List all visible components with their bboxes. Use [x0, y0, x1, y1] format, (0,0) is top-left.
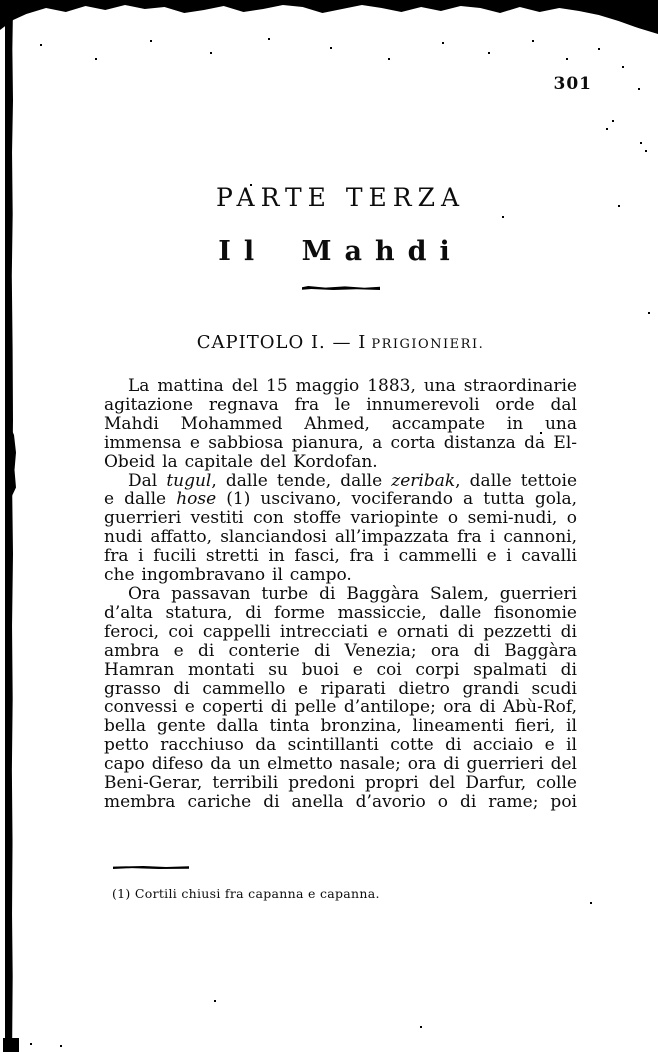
- scan-artifact-top-edge: [0, 0, 658, 36]
- text-run: Dal: [128, 470, 167, 491]
- chapter-subject: PRIGIONIERI.: [371, 337, 485, 352]
- italic-term: zeribak: [391, 470, 456, 491]
- footnote-divider-rule: [113, 866, 189, 869]
- scan-artifact-bottom-left-corner: [3, 1038, 19, 1052]
- paragraph: [104, 472, 577, 585]
- text-run: Ora passavan turbe di Baggàra Salem, guerrieri d’alta statura, di forme massiccie, dalle fisonomie feroci, coi cappelli intrecciati e ornati di pezzetti di ambra e di conterie di Venezia; ora di Baggàra Hamran montati su buoi e coi corpi spalmati di grasso di cammello e riparati dietro grandi scudi convessi e coperti di pelle d’antilope; ora di Abù-Rof, bella gente dalla tinta bronzina, lineamenti fieri, il petto racchiuso da scintillanti cotte di acciaio e il capo difeso da un elmetto nasale; ora di guerrieri del Beni-Gerar, terribili predoni propri del Darfur, colle membra cariche di anella d’avorio o di rame; poi: [104, 583, 577, 812]
- italic-term: tugul: [166, 470, 212, 491]
- part-title: PARTE TERZA: [215, 183, 465, 212]
- title-divider-rule: [302, 286, 380, 290]
- chapter-heading: [104, 332, 577, 353]
- section-title: Il Mahdi: [218, 236, 463, 267]
- text-run: , dalle tende, dalle: [211, 470, 392, 491]
- footnote: (1) Cortili chiusi fra capanna e capanna.: [112, 886, 380, 901]
- scan-speckles: [0, 0, 2, 2]
- scan-artifact-left-edge: [5, 8, 13, 1038]
- scan-artifact-left-blob: [11, 428, 16, 498]
- chapter-label: CAPITOLO I. — I: [196, 332, 367, 353]
- paragraph: [104, 585, 577, 812]
- paragraph: [104, 377, 577, 472]
- italic-term: hose: [176, 489, 217, 510]
- page-number: 301: [553, 74, 592, 94]
- text-run: (1) uscivano, vociferando a tutta gola, guerrieri vestiti con stoffe variopinte o semi-nudi, o nudi affatto, slanciandosi all’impazzata fra i cannoni, fra i fucili stretti in fasci, fra i cammelli e i cavalli che ingombravano il campo.: [104, 489, 577, 586]
- text-run: La mattina del 15 maggio 1883, una straordinarie agitazione regnava fra le innumerevoli orde dal Mahdi Mohammed Ahmed, accampate in una immensa e sabbiosa pianura, a corta distanza da El-Obeid la capitale del Kordofan.: [104, 376, 577, 472]
- body-text: [104, 377, 577, 812]
- text-run: , dalle tettoie e dalle: [104, 470, 578, 510]
